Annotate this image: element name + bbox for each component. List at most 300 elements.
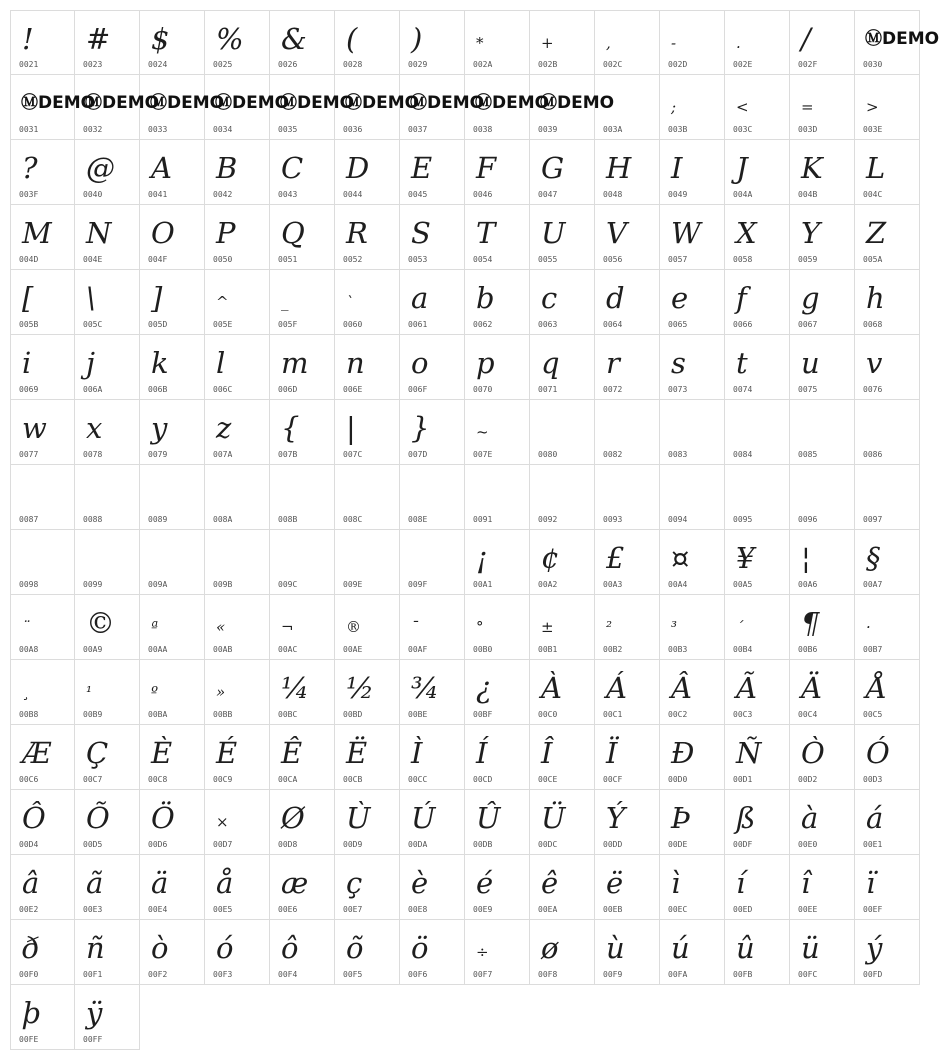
demo-watermark: ⓂDEMO xyxy=(540,92,615,113)
glyph-code: 00BA xyxy=(148,710,168,719)
glyph-code: 002D xyxy=(668,60,688,69)
glyph-cell-006b xyxy=(140,335,205,400)
glyph-code: 00FE xyxy=(19,1035,39,1044)
glyph-sample: a xyxy=(411,280,429,315)
glyph-code: 008C xyxy=(343,515,363,524)
glyph-sample: ¤ xyxy=(671,540,690,575)
glyph-cell-005b xyxy=(10,270,75,335)
glyph-code: 0092 xyxy=(538,515,558,524)
glyph-sample: Þ xyxy=(671,800,691,835)
glyph-cell-0054 xyxy=(465,205,530,270)
glyph-code: 005F xyxy=(278,320,298,329)
glyph-sample: L xyxy=(866,150,886,185)
glyph-code: 0077 xyxy=(19,450,39,459)
glyph-cell-006f xyxy=(400,335,465,400)
glyph-code: 00CC xyxy=(408,775,428,784)
glyph-code: 009A xyxy=(148,580,168,589)
glyph-cell-00a3 xyxy=(595,530,660,595)
glyph-cell-00c2 xyxy=(660,660,725,725)
glyph-code: 007E xyxy=(473,450,493,459)
glyph-sample: ¦ xyxy=(801,540,811,575)
glyph-code: 00C3 xyxy=(733,710,753,719)
demo-watermark: ⓂDEMO xyxy=(345,92,420,113)
glyph-sample: £ xyxy=(606,540,625,575)
glyph-sample: w xyxy=(22,410,47,445)
glyph-sample: ú xyxy=(671,930,690,965)
glyph-cell-00fc xyxy=(790,920,855,985)
glyph-cell-0086 xyxy=(855,400,920,465)
glyph-code: 00D7 xyxy=(213,840,233,849)
glyph-cell-0089 xyxy=(140,465,205,530)
glyph-cell-0082 xyxy=(595,400,660,465)
glyph-cell-00b4 xyxy=(725,595,790,660)
glyph-sample: ë xyxy=(606,865,624,900)
glyph-code: 00B0 xyxy=(473,645,493,654)
glyph-sample: # xyxy=(86,21,111,56)
glyph-code: 00A5 xyxy=(733,580,753,589)
glyph-code: 0059 xyxy=(798,255,818,264)
glyph-code: 006E xyxy=(343,385,363,394)
glyph-sample xyxy=(216,471,266,515)
glyph-cell-0064 xyxy=(595,270,660,335)
glyph-cell-00d1 xyxy=(725,725,790,790)
glyph-sample: m xyxy=(281,345,309,380)
glyph-code: 00E2 xyxy=(19,905,39,914)
glyph-cell-00bf xyxy=(465,660,530,725)
glyph-code: 0047 xyxy=(538,190,558,199)
glyph-code: 002F xyxy=(798,60,818,69)
glyph-sample: Ð xyxy=(671,735,695,770)
glyph-sample: I xyxy=(671,150,683,185)
glyph-sample: ? xyxy=(22,150,38,185)
glyph-sample xyxy=(606,471,656,515)
glyph-cell-004e xyxy=(75,205,140,270)
glyph-code: 00D1 xyxy=(733,775,753,784)
glyph-code: 003B xyxy=(668,125,688,134)
glyph-sample: / xyxy=(801,21,811,56)
glyph-cell-002b xyxy=(530,10,595,75)
glyph-cell-004f xyxy=(140,205,205,270)
glyph-code: 00B9 xyxy=(83,710,103,719)
glyph-code: 005D xyxy=(148,320,168,329)
glyph-code: 00E7 xyxy=(343,905,363,914)
glyph-cell-0065 xyxy=(660,270,725,335)
glyph-cell-0071 xyxy=(530,335,595,400)
glyph-cell-00df xyxy=(725,790,790,855)
glyph-code: 0040 xyxy=(83,190,103,199)
glyph-sample: ¾ xyxy=(411,670,440,705)
glyph-sample: ¡ xyxy=(476,540,488,575)
glyph-cell-0029 xyxy=(400,10,465,75)
glyph-cell-00e4 xyxy=(140,855,205,920)
glyph-code: 0049 xyxy=(668,190,688,199)
glyph-sample: ø xyxy=(541,930,559,965)
glyph-sample: À xyxy=(541,670,562,705)
glyph-cell-005d xyxy=(140,270,205,335)
glyph-sample: c xyxy=(541,280,558,315)
glyph-code: 0070 xyxy=(473,385,493,394)
glyph-sample: ® xyxy=(346,617,361,636)
glyph-cell-006a xyxy=(75,335,140,400)
glyph-cell-00d5 xyxy=(75,790,140,855)
glyph-cell-00bc xyxy=(270,660,335,725)
glyph-sample: ù xyxy=(606,930,625,965)
glyph-sample xyxy=(671,406,721,450)
glyph-sample: Ì xyxy=(411,735,423,770)
glyph-code: 00EB xyxy=(603,905,623,914)
glyph-sample: á xyxy=(866,800,884,835)
glyph-cell-006e xyxy=(335,335,400,400)
glyph-sample: j xyxy=(86,345,95,380)
glyph-cell-0092 xyxy=(530,465,595,530)
glyph-sample: J xyxy=(736,150,748,185)
glyph-cell-00c9 xyxy=(205,725,270,790)
glyph-code: 006F xyxy=(408,385,428,394)
glyph-sample: ± xyxy=(541,617,554,636)
glyph-sample: È xyxy=(151,735,173,770)
glyph-code: 0036 xyxy=(343,125,363,134)
glyph-code: 0061 xyxy=(408,320,428,329)
glyph-sample xyxy=(736,406,786,450)
glyph-sample: C xyxy=(281,150,304,185)
glyph-code: 0082 xyxy=(603,450,623,459)
glyph-cell-0058 xyxy=(725,205,790,270)
glyph-cell-00bb xyxy=(205,660,270,725)
glyph-cell-0063 xyxy=(530,270,595,335)
glyph-code: 0099 xyxy=(83,580,103,589)
glyph-sample: E xyxy=(411,150,433,185)
glyph-sample: ; xyxy=(671,97,677,116)
glyph-sample xyxy=(151,471,201,515)
glyph-sample: Ó xyxy=(866,735,890,770)
glyph-sample: ½ xyxy=(346,670,375,705)
glyph-code: 0052 xyxy=(343,255,363,264)
glyph-code: 00A4 xyxy=(668,580,688,589)
glyph-cell-0056 xyxy=(595,205,660,270)
glyph-code: 0089 xyxy=(148,515,168,524)
glyph-sample: u xyxy=(801,345,820,380)
glyph-code: 00AE xyxy=(343,645,363,654)
glyph-cell-00c5 xyxy=(855,660,920,725)
glyph-cell-0096 xyxy=(790,465,855,530)
glyph-cell-007b xyxy=(270,400,335,465)
glyph-cell-0068 xyxy=(855,270,920,335)
glyph-sample: º xyxy=(151,682,159,701)
glyph-sample: à xyxy=(801,800,819,835)
glyph-sample: % xyxy=(216,21,244,56)
glyph-code: 00DB xyxy=(473,840,493,849)
glyph-sample: ° xyxy=(476,617,484,636)
glyph-cell-00c0 xyxy=(530,660,595,725)
glyph-cell-009e xyxy=(335,530,400,595)
glyph-code: 00DF xyxy=(733,840,753,849)
glyph-cell-0061 xyxy=(400,270,465,335)
glyph-sample: { xyxy=(281,410,300,445)
glyph-sample: + xyxy=(541,33,554,52)
glyph-cell-0073 xyxy=(660,335,725,400)
glyph-cell-00ac xyxy=(270,595,335,660)
glyph-sample: Ü xyxy=(541,800,566,835)
glyph-cell-0066 xyxy=(725,270,790,335)
glyph-cell-00a2 xyxy=(530,530,595,595)
glyph-sample: Ý xyxy=(606,800,626,835)
glyph-code: 0045 xyxy=(408,190,428,199)
glyph-sample: h xyxy=(866,280,885,315)
glyph-code: 0071 xyxy=(538,385,558,394)
glyph-cell-009c xyxy=(270,530,335,595)
glyph-cell-00c7 xyxy=(75,725,140,790)
glyph-cell-00bd xyxy=(335,660,400,725)
glyph-code: 0021 xyxy=(19,60,39,69)
glyph-cell-004a xyxy=(725,140,790,205)
glyph-code: 00C2 xyxy=(668,710,688,719)
glyph-code: 0098 xyxy=(19,580,39,589)
glyph-sample: ´ xyxy=(736,617,744,636)
glyph-cell-00cd xyxy=(465,725,530,790)
glyph-code: 00E0 xyxy=(798,840,818,849)
glyph-code: 00B1 xyxy=(538,645,558,654)
glyph-cell-00ab xyxy=(205,595,270,660)
glyph-sample: _ xyxy=(281,292,289,311)
glyph-code: 00F0 xyxy=(19,970,39,979)
glyph-sample xyxy=(22,536,72,580)
demo-watermark: ⓂDEMO xyxy=(21,92,96,113)
glyph-cell-0026 xyxy=(270,10,335,75)
demo-watermark: ⓂDEMO xyxy=(865,28,939,49)
glyph-cell-00be xyxy=(400,660,465,725)
glyph-code: 00B3 xyxy=(668,645,688,654)
glyph-cell-00e5 xyxy=(205,855,270,920)
glyph-sample: > xyxy=(866,97,879,116)
glyph-sample: Ã xyxy=(736,670,757,705)
glyph-sample: ¶ xyxy=(801,605,820,640)
glyph-code: 0053 xyxy=(408,255,428,264)
glyph-code: 00D2 xyxy=(798,775,818,784)
glyph-sample xyxy=(801,471,851,515)
glyph-sample: Ö xyxy=(151,800,175,835)
glyph-code: 0042 xyxy=(213,190,233,199)
glyph-code: 0066 xyxy=(733,320,753,329)
glyph-code: 00F1 xyxy=(83,970,103,979)
demo-watermark: ⓂDEMO xyxy=(280,92,355,113)
glyph-cell-00ba xyxy=(140,660,205,725)
glyph-sample: } xyxy=(411,410,430,445)
glyph-cell-008b xyxy=(270,465,335,530)
glyph-sample: ¼ xyxy=(281,670,310,705)
glyph-cell-0077 xyxy=(10,400,75,465)
glyph-code: 002A xyxy=(473,60,493,69)
glyph-code: 00E5 xyxy=(213,905,233,914)
glyph-code: 00E4 xyxy=(148,905,168,914)
glyph-sample: û xyxy=(736,930,755,965)
glyph-cell-00f0 xyxy=(10,920,75,985)
glyph-sample: ( xyxy=(346,21,358,56)
glyph-cell-00b9 xyxy=(75,660,140,725)
glyph-cell-008e xyxy=(400,465,465,530)
glyph-sample xyxy=(476,471,526,515)
glyph-sample: X xyxy=(736,215,757,250)
glyph-code: 00A3 xyxy=(603,580,623,589)
glyph-code: 0037 xyxy=(408,125,428,134)
glyph-code: 00B7 xyxy=(863,645,883,654)
glyph-code: 00CE xyxy=(538,775,558,784)
glyph-cell-00cc xyxy=(400,725,465,790)
glyph-cell-00fb xyxy=(725,920,790,985)
glyph-code: 00DE xyxy=(668,840,688,849)
glyph-sample: þ xyxy=(22,995,41,1030)
glyph-cell-009a xyxy=(140,530,205,595)
glyph-cell-0080 xyxy=(530,400,595,465)
glyph-sample: R xyxy=(346,215,368,250)
glyph-sample: Ô xyxy=(22,800,46,835)
glyph-sample: K xyxy=(801,150,823,185)
glyph-sample: Î xyxy=(541,735,553,770)
glyph-sample: B xyxy=(216,150,238,185)
glyph-cell-00cb xyxy=(335,725,400,790)
glyph-code: 0083 xyxy=(668,450,688,459)
glyph-cell-00f6 xyxy=(400,920,465,985)
glyph-code: 0026 xyxy=(278,60,298,69)
glyph-sample xyxy=(86,471,136,515)
glyph-code: 0051 xyxy=(278,255,298,264)
glyph-cell-00f7 xyxy=(465,920,530,985)
glyph-code: 0073 xyxy=(668,385,688,394)
glyph-cell-0062 xyxy=(465,270,530,335)
glyph-cell-00f2 xyxy=(140,920,205,985)
glyph-sample: n xyxy=(346,345,365,380)
glyph-cell-0074 xyxy=(725,335,790,400)
glyph-code: 0023 xyxy=(83,60,103,69)
glyph-code: 007B xyxy=(278,450,298,459)
glyph-cell-00f1 xyxy=(75,920,140,985)
glyph-code: 00CD xyxy=(473,775,493,784)
glyph-code: 00CF xyxy=(603,775,623,784)
glyph-code: 006A xyxy=(83,385,103,394)
glyph-cell-00ed xyxy=(725,855,790,920)
glyph-cell-0067 xyxy=(790,270,855,335)
glyph-code: 002C xyxy=(603,60,623,69)
glyph-cell-0052 xyxy=(335,205,400,270)
glyph-sample: · xyxy=(866,617,871,636)
glyph-sample: Ú xyxy=(411,800,436,835)
glyph-code: 0054 xyxy=(473,255,493,264)
glyph-sample: Z xyxy=(866,215,887,250)
glyph-cell-003b xyxy=(660,75,725,140)
glyph-code: 00B4 xyxy=(733,645,753,654)
glyph-sample: í xyxy=(736,865,746,900)
glyph-code: 0084 xyxy=(733,450,753,459)
glyph-cell-00a4 xyxy=(660,530,725,595)
glyph-code: 0064 xyxy=(603,320,623,329)
glyph-sample xyxy=(346,536,396,580)
glyph-cell-00da xyxy=(400,790,465,855)
glyph-sample: ñ xyxy=(86,930,105,965)
glyph-cell-00e3 xyxy=(75,855,140,920)
glyph-sample: ä xyxy=(151,865,169,900)
glyph-sample: $ xyxy=(151,21,170,56)
glyph-cell-0059 xyxy=(790,205,855,270)
glyph-cell-00f3 xyxy=(205,920,270,985)
glyph-sample: Ç xyxy=(86,735,109,770)
glyph-cell-0097 xyxy=(855,465,920,530)
glyph-sample: k xyxy=(151,345,169,380)
glyph-cell-0083 xyxy=(660,400,725,465)
glyph-sample: N xyxy=(86,215,112,250)
glyph-cell-00d7 xyxy=(205,790,270,855)
glyph-code: 00FB xyxy=(733,970,753,979)
glyph-sample: ÷ xyxy=(476,942,489,961)
glyph-code: 0072 xyxy=(603,385,623,394)
glyph-cell-0050 xyxy=(205,205,270,270)
glyph-cell-004d xyxy=(10,205,75,270)
glyph-cell-0028 xyxy=(335,10,400,75)
glyph-cell-005a xyxy=(855,205,920,270)
glyph-code: 006B xyxy=(148,385,168,394)
glyph-cell-007e xyxy=(465,400,530,465)
glyph-code: 00BE xyxy=(408,710,428,719)
glyph-code: 00FD xyxy=(863,970,883,979)
glyph-code: 00A1 xyxy=(473,580,493,589)
glyph-code: 0032 xyxy=(83,125,103,134)
glyph-cell-00b2 xyxy=(595,595,660,660)
glyph-code: 0095 xyxy=(733,515,753,524)
demo-watermark: ⓂDEMO xyxy=(85,92,160,113)
glyph-cell-00a1 xyxy=(465,530,530,595)
glyph-cell-00a7 xyxy=(855,530,920,595)
glyph-sample: g xyxy=(801,280,820,315)
glyph-sample: o xyxy=(411,345,429,380)
glyph-cell-002c xyxy=(595,10,660,75)
glyph-sample: s xyxy=(671,345,686,380)
glyph-sample: Ë xyxy=(346,735,368,770)
glyph-cell-00ea xyxy=(530,855,595,920)
glyph-cell-0070 xyxy=(465,335,530,400)
glyph-cell-00c6 xyxy=(10,725,75,790)
glyph-sample: ª xyxy=(151,617,159,636)
glyph-sample: ^ xyxy=(216,292,229,311)
glyph-sample: Â xyxy=(671,670,692,705)
glyph-cell-0046 xyxy=(465,140,530,205)
glyph-cell-009b xyxy=(205,530,270,595)
glyph-cell-00e0 xyxy=(790,790,855,855)
glyph-sample: » xyxy=(216,682,226,701)
glyph-cell-002a xyxy=(465,10,530,75)
glyph-sample: t xyxy=(736,345,748,380)
glyph-sample: O xyxy=(151,215,175,250)
glyph-code: 00BF xyxy=(473,710,493,719)
glyph-cell-00b0 xyxy=(465,595,530,660)
glyph-cell-00f4 xyxy=(270,920,335,985)
glyph-sample: Ò xyxy=(801,735,825,770)
glyph-code: 00C6 xyxy=(19,775,39,784)
glyph-sample: F xyxy=(476,150,497,185)
glyph-sample: ¥ xyxy=(736,540,755,575)
glyph-code: 004D xyxy=(19,255,39,264)
glyph-cell-0078 xyxy=(75,400,140,465)
glyph-sample: ! xyxy=(22,21,34,56)
glyph-code: 004F xyxy=(148,255,168,264)
glyph-sample xyxy=(866,406,916,450)
glyph-code: 009B xyxy=(213,580,233,589)
glyph-code: 006D xyxy=(278,385,298,394)
glyph-code: 00EF xyxy=(863,905,883,914)
glyph-sample: ] xyxy=(151,280,163,315)
glyph-cell-00de xyxy=(660,790,725,855)
glyph-cell-0025 xyxy=(205,10,270,75)
glyph-sample: v xyxy=(866,345,883,380)
glyph-code: 00F9 xyxy=(603,970,623,979)
glyph-sample: ¯ xyxy=(411,617,419,636)
